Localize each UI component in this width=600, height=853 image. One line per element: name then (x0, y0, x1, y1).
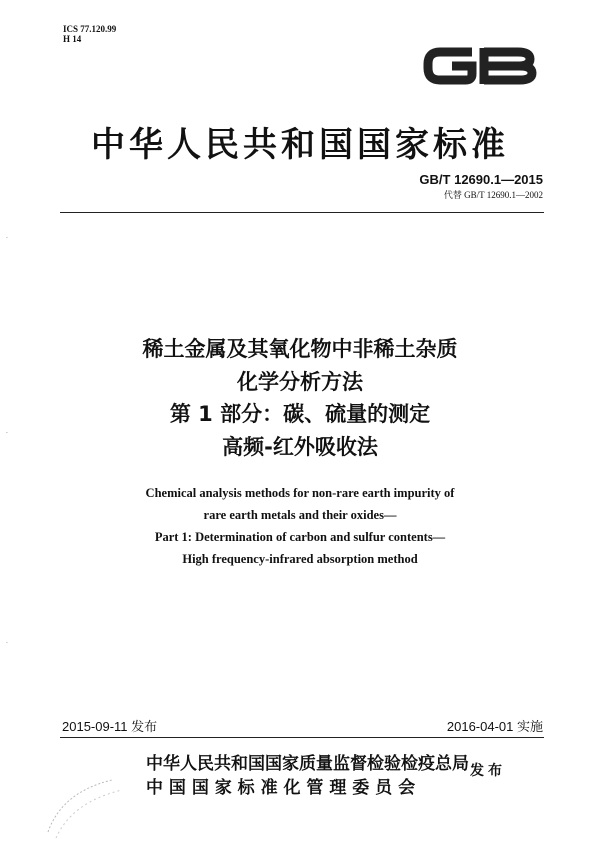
issue-date: 2015-09-11 发布 (62, 719, 158, 734)
ics-code: ICS 77.120.99 (63, 24, 117, 34)
title-cn-line-4: 高频-红外吸收法 (222, 435, 378, 459)
classification-codes (63, 24, 116, 44)
header-divider (60, 212, 544, 213)
title-en-line-2: rare earth metals and their oxides— (203, 508, 397, 522)
standard-number: GB/T 12690.1—2015 (419, 172, 543, 187)
margin-mark: · (6, 430, 8, 437)
title-cn-line-1: 稀土金属及其氧化物中非稀土杂质 (142, 337, 458, 361)
faint-stamp-mark (42, 772, 132, 844)
publish-label: 发布 (470, 763, 506, 779)
issuer-line-2: 中 国 国 家 标 准 化 管 理 委 员 会 (146, 778, 416, 798)
title-en-line-3: Part 1: Determination of carbon and sulfur contents— (154, 530, 446, 544)
gb-logo (420, 40, 540, 90)
title-cn-line-3: 第 1 部分：碳、硫量的测定 (169, 402, 431, 426)
footer-divider (60, 737, 544, 738)
margin-mark: · (6, 235, 8, 242)
title-en-line-4: High frequency-infrared absorption method (182, 552, 418, 566)
issuer-line-1: 中华人民共和国国家质量监督检验检疫总局 (146, 754, 469, 774)
ccs-code: H 14 (63, 34, 82, 44)
replaced-standard: 代替 GB/T 12690.1—2002 (443, 190, 543, 200)
effective-date: 2016-04-01 实施 (446, 719, 543, 734)
standard-type-title: 中华人民共和国国家标准 (91, 125, 509, 165)
title-en-line-1: Chemical analysis methods for non-rare earth impurity of (145, 486, 455, 500)
title-cn-line-2: 化学分析方法 (237, 370, 363, 394)
margin-mark: · (6, 640, 8, 647)
